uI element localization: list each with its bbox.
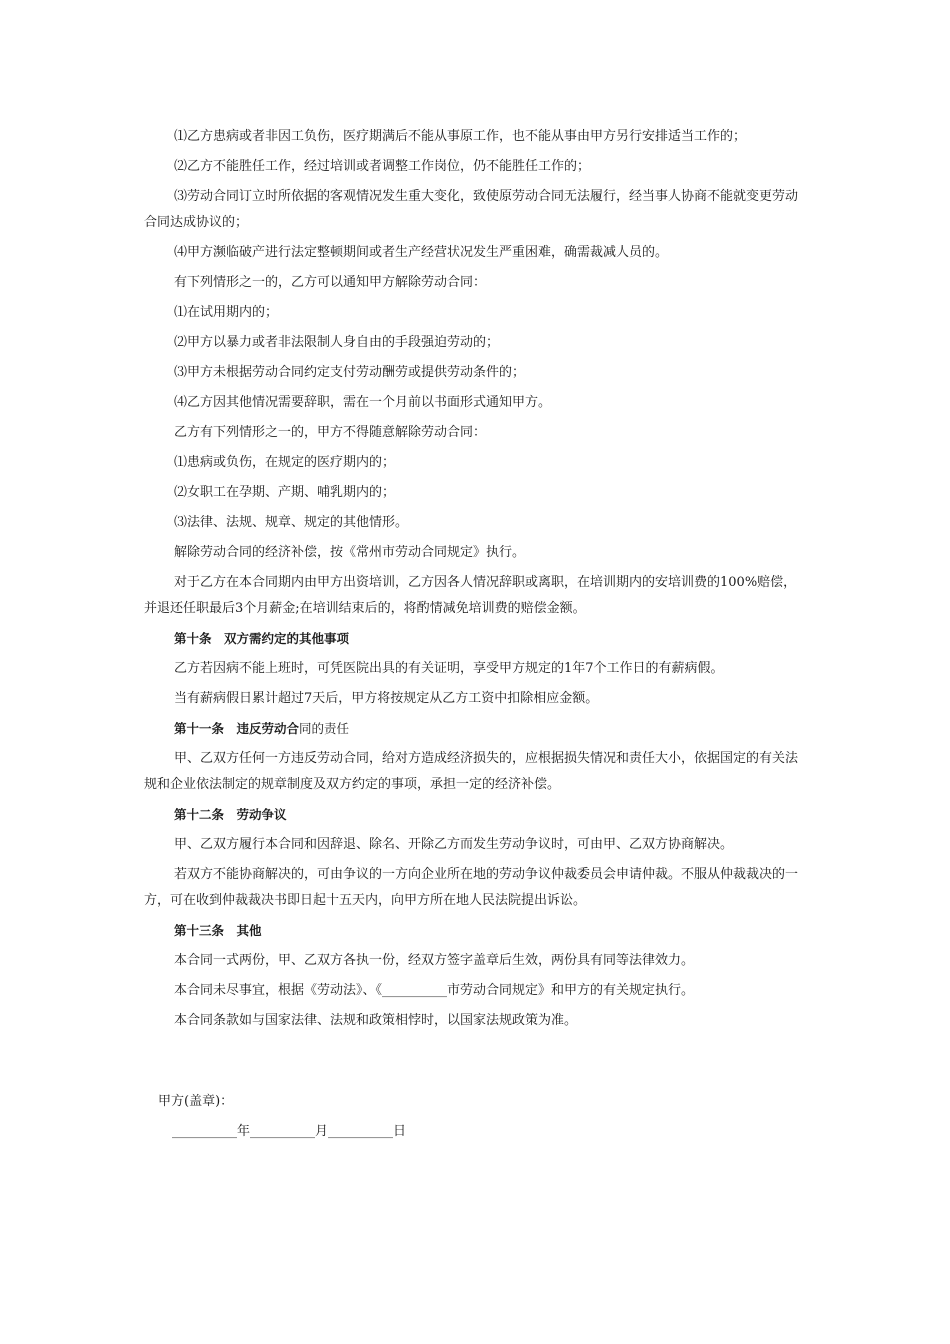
clause-paragraph: 解除劳动合同的经济补偿，按《常州市劳动合同规定》执行。 [174,545,526,560]
clause-item: ⑷乙方因其他情况需要辞职，需在一个月前以书面形式通知甲方。 [174,395,552,410]
clause-item: ⑶劳动合同订立时所依据的客观情况发生重大变化，致使原劳动合同无法履行，经当事人协商不能就变更劳动合同达成协议的； [144,189,799,230]
clause-item: ⑴患病或负伤，在规定的医疗期内的； [174,455,396,470]
clause-intro: 乙方有下列情形之一的，甲方不得随意解除劳动合同： [174,425,487,440]
article-11-heading-tail: 同的责任 [299,721,350,736]
clause-item: ⑶法律、法规、规章、规定的其他情形。 [174,515,409,530]
party-a-seal-label: 甲方(盖章)： [158,1094,234,1109]
clause-item: ⑵乙方不能胜任工作，经过培训或者调整工作岗位，仍不能胜任工作的； [174,159,591,174]
clause-item: ⑴在试用期内的； [174,305,279,320]
clause-paragraph: 当有薪病假日累计超过7天后，甲方将按规定从乙方工资中扣除相应金额。 [174,691,599,706]
contract-body [144,122,808,1036]
clause-item: ⑷甲方濒临破产进行法定整顿期间或者生产经营状况发生严重困难，确需裁减人员的。 [174,245,669,260]
article-12-heading: 第十二条 劳动争议 [174,807,287,822]
article-13-heading: 第十三条 其他 [174,923,262,938]
article-11-heading-bold: 第十一条 违反劳动合 [174,721,300,736]
clause-paragraph: 甲、乙双方履行本合同和因辞退、除名、开除乙方而发生劳动争议时，可由甲、乙双方协商解决。 [174,837,734,852]
article-11-heading [144,714,808,744]
clause-paragraph: 乙方若因病不能上班时，可凭医院出具的有关证明，享受甲方规定的1年7个工作日的有薪病假。 [174,661,724,676]
signature-date: __________年__________月__________日 [172,1124,407,1139]
signature-block [158,1088,658,1146]
clause-item: ⑵甲方以暴力或者非法限制人身自由的手段强迫劳动的； [174,335,500,350]
clause-paragraph: 对于乙方在本合同期内由甲方出资培训，乙方因各人情况辞职或离职，在培训期内的安培训费的100%赔偿，并退还任职最后3个月薪金;在培训结束后的，将酌情减免培训费的赔偿金额。 [144,575,797,616]
clause-item: ⑶甲方未根据劳动合同约定支付劳动酬劳或提供劳动条件的； [174,365,526,380]
clause-item: ⑵女职工在孕期、产期、哺乳期内的； [174,485,396,500]
clause-item: ⑴乙方患病或者非因工负伤，医疗期满后不能从事原工作，也不能从事由甲方另行安排适当工作的； [174,129,747,144]
clause-paragraph: 本合同一式两份，甲、乙双方各执一份，经双方签字盖章后生效，两份具有同等法律效力。 [174,953,695,968]
article-10-heading: 第十条 双方需约定的其他事项 [174,631,350,646]
clause-paragraph: 本合同条款如与国家法律、法规和政策相悖时，以国家法规政策为准。 [174,1013,578,1028]
clause-intro: 有下列情形之一的，乙方可以通知甲方解除劳动合同： [174,275,487,290]
clause-paragraph: 本合同未尽事宜，根据《劳动法》、《__________市劳动合同规定》和甲方的有关规定执行。 [174,983,695,998]
clause-paragraph: 甲、乙双方任何一方违反劳动合同，给对方造成经济损失的，应根据损失情况和责任大小，依据国定的有关法规和企业依法制定的规章制度及双方约定的事项，承担一定的经济补偿。 [144,751,799,792]
clause-paragraph: 若双方不能协商解决的，可由争议的一方向企业所在地的劳动争议仲裁委员会申请仲裁。不服从仲裁裁决的一方，可在收到仲裁裁决书即日起十五天内，向甲方所在地人民法院提出诉讼。 [144,867,799,908]
